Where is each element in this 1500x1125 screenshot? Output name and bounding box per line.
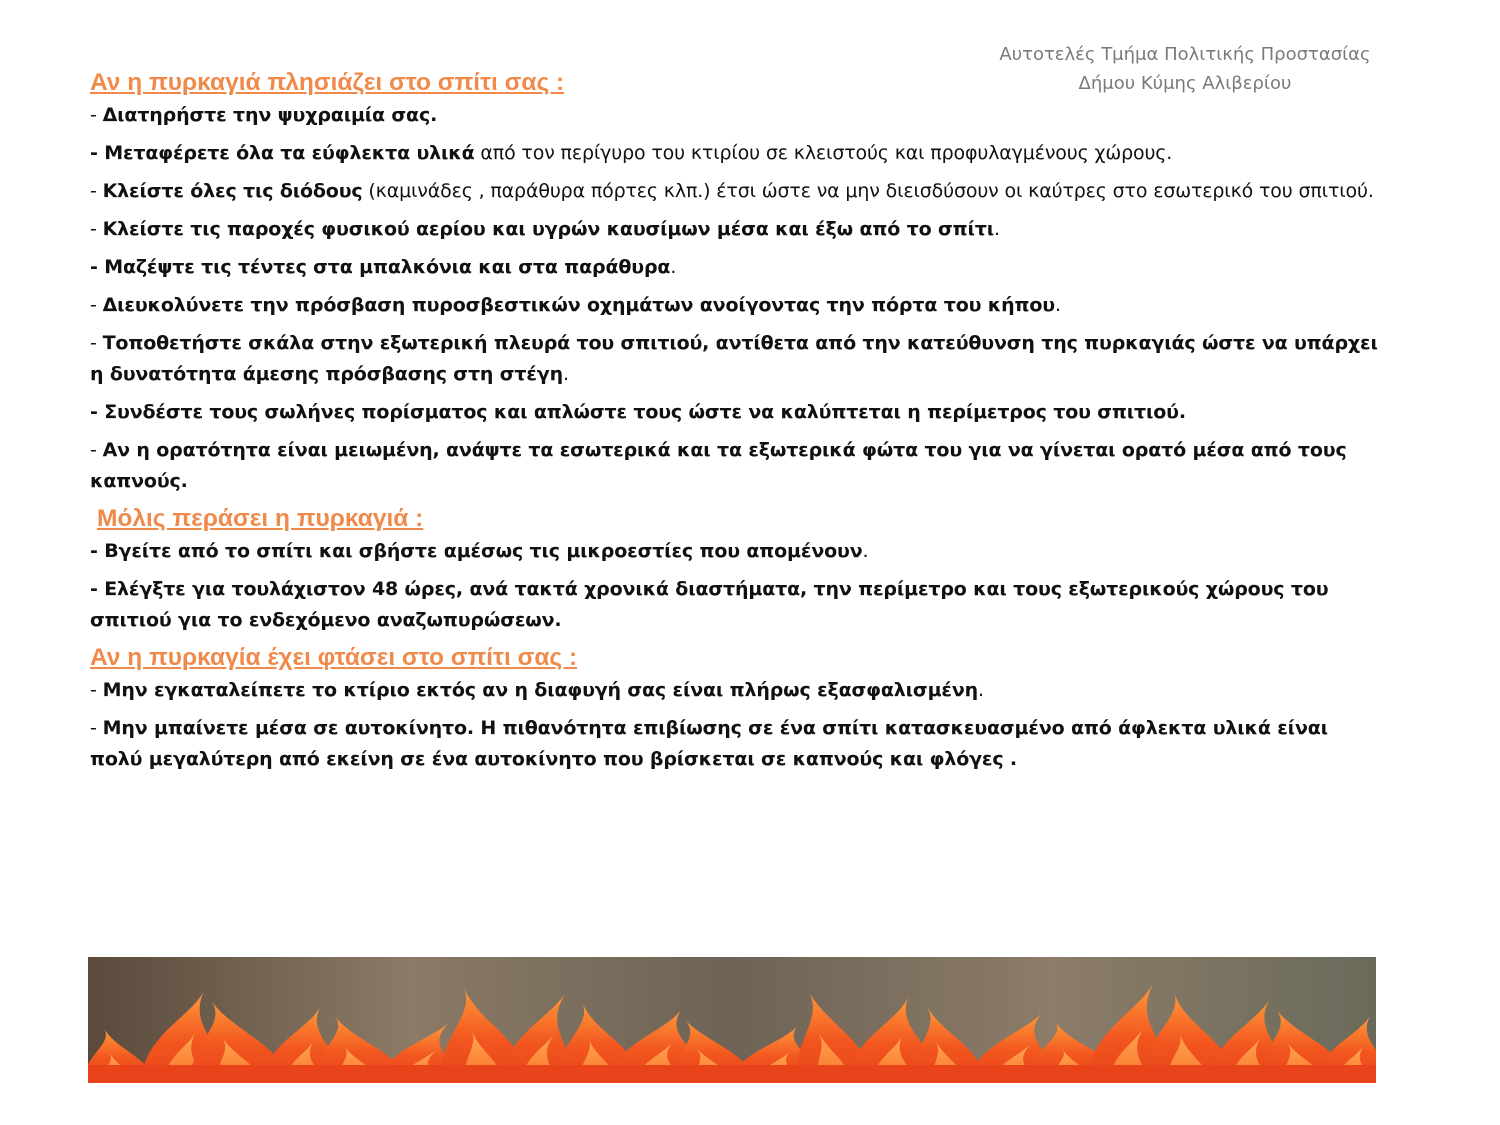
- document-body: [90, 66, 1385, 782]
- text: .: [562, 363, 569, 385]
- instruction-item: [90, 290, 1385, 321]
- bold-text: - Μεταφέρετε όλα τα εύφλεκτα υλικά: [90, 142, 475, 164]
- fire-banner-image: [88, 957, 1376, 1083]
- instruction-item: [90, 675, 1385, 706]
- bold-text: Διατηρήστε την ψυχραιμία σας.: [102, 104, 438, 126]
- bold-text: Διευκολύνετε την πρόσβαση πυροσβεστικών οχημάτων ανοίγοντας την πόρτα του κήπου: [102, 294, 1055, 316]
- bold-text: Μην μπαίνετε μέσα σε αυτοκίνητο. Η πιθανότητα επιβίωσης σε ένα σπίτι κατασκευασμένο από άφλεκτα υλικά είναι πολύ μεγαλύτερη από εκείνη σε ένα αυτοκίνητο που βρίσκεται σε καπνούς και φλόγες .: [90, 717, 1328, 770]
- text: από τον περίγυρο του κτιρίου σε κλειστούς και προφυλαγμένους χώρους.: [474, 142, 1173, 164]
- text: -: [90, 218, 103, 240]
- text: .: [670, 256, 677, 278]
- bold-text: Κλείστε όλες τις διόδους: [102, 180, 363, 202]
- instruction-item: [90, 435, 1385, 497]
- bold-text: - Μαζέψτε τις τέντες στα μπαλκόνια και στα παράθυρα: [90, 256, 671, 278]
- text: -: [90, 104, 103, 126]
- instruction-item: [90, 397, 1385, 428]
- text: .: [1054, 294, 1061, 316]
- bold-text: Κλείστε τις παροχές φυσικού αερίου και υγρών καυσίμων μέσα και έξω από το σπίτι: [102, 218, 994, 240]
- text: .: [978, 679, 984, 701]
- section-heading: Αν η πυρκαγία έχει φτάσει στο σπίτι σας :: [90, 644, 578, 671]
- instruction-item: [90, 176, 1385, 207]
- text: -: [90, 294, 103, 316]
- text: -: [90, 180, 103, 202]
- instruction-item: [90, 574, 1385, 636]
- text: -: [90, 717, 103, 739]
- section-heading: Αν η πυρκαγιά πλησιάζει στο σπίτι σας :: [90, 69, 565, 96]
- text: -: [90, 332, 103, 354]
- bold-text: Αν η ορατότητα είναι μειωμένη, ανάψτε τα εσωτερικά και τα εξωτερικά φώτα του για να γίνεται ορατό μέσα από τους καπνούς.: [90, 439, 1347, 492]
- text: -: [90, 439, 103, 461]
- flame-base: [88, 1065, 1376, 1083]
- instruction-item: [90, 536, 1385, 567]
- text: (καμινάδες , παράθυρα πόρτες κλπ.) έτσι ώστε να μην διεισδύσουν οι καύτρες στο εσωτερικό του σπιτιού.: [362, 180, 1374, 202]
- bold-text: - Ελέγξτε για τουλάχιστον 48 ώρες, ανά τακτά χρονικά διαστήματα, την περίμετρο και τους εξωτερικούς χώρους του σπιτιού για το ενδεχόμενο αναζωπυρώσεων.: [90, 578, 1329, 631]
- bold-text: - Συνδέστε τους σωλήνες πορίσματος και απλώστε τους ώστε να καλύπτεται η περίμετρος του σπιτιού.: [90, 401, 1186, 423]
- instruction-item: [90, 713, 1385, 775]
- organization-name: Αυτοτελές Τμήμα Πολιτικής Προστασίας: [999, 44, 1371, 65]
- instruction-item: [90, 328, 1385, 390]
- instruction-item: [90, 100, 1385, 131]
- text: -: [90, 679, 103, 701]
- bold-text: Μην εγκαταλείπετε το κτίριο εκτός αν η διαφυγή σας είναι πλήρως εξασφαλισμένη: [102, 679, 978, 701]
- municipality-name: Δήμου Κύμης Αλιβερίου: [1078, 73, 1292, 94]
- instruction-item: [90, 214, 1385, 245]
- text: .: [862, 540, 869, 562]
- bold-text: Τοποθετήστε σκάλα στην εξωτερική πλευρά του σπιτιού, αντίθετα από την κατεύθυνση της πυρκαγιάς ώστε να υπάρχει η δυνατότητα άμεσης πρόσβασης στη στέγη: [90, 332, 1378, 385]
- instruction-item: [90, 252, 1385, 283]
- section-heading: Μόλις περάσει η πυρκαγιά :: [97, 505, 424, 532]
- instruction-item: [90, 138, 1385, 169]
- text: .: [993, 218, 1000, 240]
- bold-text: - Βγείτε από το σπίτι και σβήστε αμέσως τις μικροεστίες που απομένουν: [90, 540, 863, 562]
